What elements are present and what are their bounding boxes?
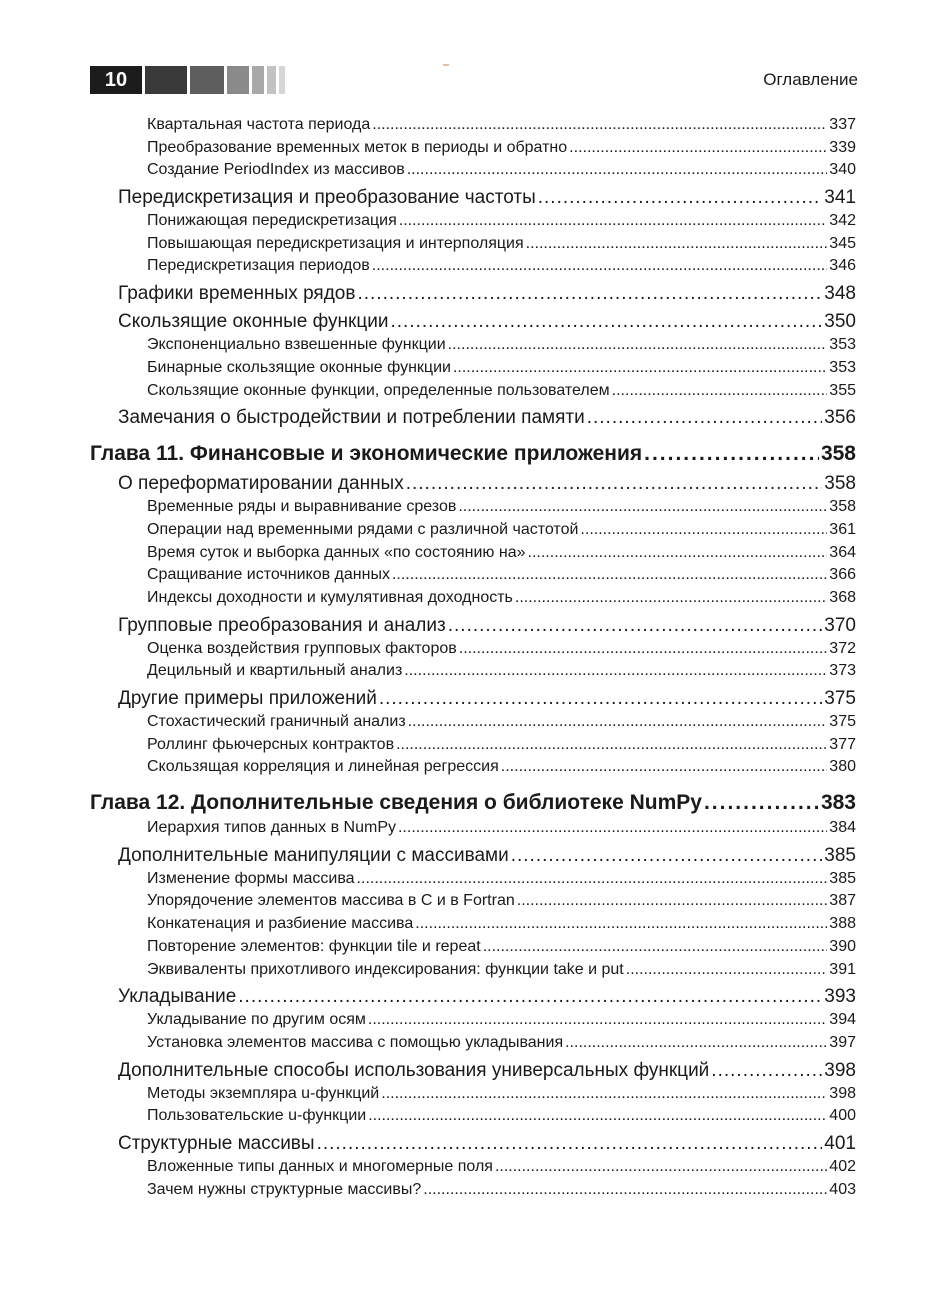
toc-entry-title: Графики временных рядов bbox=[118, 283, 356, 305]
toc-entry-page: 375 bbox=[824, 688, 856, 709]
toc-entry-title: Дополнительные манипуляции с массивами bbox=[118, 844, 509, 866]
toc-entry-title: Повышающая передискретизация и интерполяция bbox=[147, 234, 524, 252]
toc-entry-page: 391 bbox=[829, 960, 856, 978]
page-header bbox=[90, 66, 858, 94]
header-mark bbox=[443, 64, 449, 66]
toc-entry-page: 377 bbox=[829, 735, 856, 753]
toc-entry-page: 355 bbox=[829, 381, 856, 399]
toc-subsection-entry[interactable] bbox=[147, 756, 856, 779]
toc-entry-title: Методы экземпляра u-функций bbox=[147, 1084, 380, 1102]
toc-section-entry[interactable] bbox=[118, 1132, 856, 1156]
toc-entry-title: Квартальная частота периода bbox=[147, 116, 371, 133]
toc-dot-leader bbox=[406, 472, 823, 496]
toc-entry-title: Временные ряды и выравнивание срезов bbox=[147, 498, 457, 516]
toc-entry-page: 345 bbox=[829, 234, 856, 252]
toc-dot-leader bbox=[448, 334, 828, 357]
toc-dot-leader bbox=[448, 614, 823, 638]
toc-entry-title: Структурные массивы bbox=[118, 1132, 315, 1154]
toc-subsection-entry[interactable] bbox=[147, 564, 856, 587]
toc-subsection-entry[interactable] bbox=[147, 542, 856, 565]
toc-subsection-entry[interactable] bbox=[147, 890, 856, 913]
toc-section-entry[interactable] bbox=[118, 687, 856, 711]
toc-dot-leader bbox=[399, 210, 828, 233]
toc-entry-title: Децильный и квартильный анализ bbox=[147, 662, 403, 680]
toc-subsection-entry[interactable] bbox=[147, 1009, 856, 1032]
toc-dot-leader bbox=[565, 1032, 827, 1055]
toc-entry-page: 398 bbox=[829, 1084, 856, 1102]
toc-dot-leader bbox=[538, 186, 823, 210]
toc-dot-leader bbox=[408, 711, 828, 734]
toc-entry-page: 397 bbox=[829, 1033, 856, 1051]
toc-entry-title: Повторение элементов: функции tile и repeat bbox=[147, 937, 481, 955]
toc-entry-page: 366 bbox=[829, 566, 856, 584]
header-ornament-block bbox=[190, 66, 224, 94]
toc-subsection-entry[interactable] bbox=[147, 959, 856, 982]
toc-subsection-entry[interactable] bbox=[147, 817, 856, 840]
toc-entry-page: 358 bbox=[820, 442, 856, 466]
toc-dot-leader bbox=[495, 1156, 827, 1179]
toc-dot-leader bbox=[511, 844, 823, 868]
toc-entry-title: Глава 12. Дополнительные сведения о библиотеке NumPy bbox=[90, 791, 702, 815]
header-ornament-block bbox=[267, 66, 276, 94]
running-head-title: Оглавление bbox=[763, 70, 858, 89]
toc-dot-leader bbox=[415, 913, 827, 936]
toc-entry-page: 372 bbox=[829, 639, 856, 657]
toc-dot-leader bbox=[526, 233, 828, 256]
toc-entry-title: О переформатировании данных bbox=[118, 473, 404, 495]
toc-entry-page: 353 bbox=[829, 336, 856, 354]
toc-section-entry[interactable] bbox=[118, 844, 856, 868]
toc-entry-page: 402 bbox=[829, 1157, 856, 1175]
toc-dot-leader bbox=[587, 406, 823, 430]
header-ornament-block bbox=[227, 66, 249, 94]
toc-dot-leader bbox=[459, 638, 828, 661]
toc-entry-title: Сращивание источников данных bbox=[147, 566, 390, 584]
toc-dot-leader bbox=[357, 868, 828, 891]
toc-dot-leader bbox=[379, 687, 822, 711]
toc-section-entry[interactable] bbox=[118, 310, 856, 334]
toc-entry-title: Другие примеры приложений bbox=[118, 688, 377, 709]
toc-subsection-entry[interactable] bbox=[147, 334, 856, 357]
toc-entry-page: 342 bbox=[829, 212, 856, 230]
toc-entry-page: 356 bbox=[824, 407, 856, 429]
toc-subsection-entry[interactable] bbox=[147, 913, 856, 936]
toc-entry-page: 358 bbox=[829, 498, 856, 516]
toc-subsection-entry[interactable] bbox=[147, 1105, 856, 1128]
toc-section-entry[interactable] bbox=[118, 1059, 856, 1083]
toc-dot-leader bbox=[612, 380, 828, 403]
toc-dot-leader bbox=[317, 1132, 823, 1156]
toc-subsection-entry[interactable] bbox=[147, 587, 856, 610]
toc-entry-title: Стохастический граничный анализ bbox=[147, 713, 406, 730]
toc-entry-title: Дополнительные способы использования универсальных функций bbox=[118, 1059, 710, 1081]
toc-dot-leader bbox=[501, 756, 828, 779]
toc-subsection-entry[interactable] bbox=[147, 638, 856, 661]
page-number: 10 bbox=[90, 66, 142, 94]
toc-entry-title: Скользящая корреляция и линейная регрессия bbox=[147, 758, 499, 776]
toc-entry-title: Эквиваленты прихотливого индексирования: функции take и put bbox=[147, 960, 624, 978]
toc-dot-leader bbox=[528, 542, 828, 565]
toc-entry-title: Упорядочение элементов массива в C и в Fortran bbox=[147, 892, 515, 910]
toc-subsection-entry[interactable] bbox=[147, 711, 856, 734]
toc-entry-title: Передискретизация периодов bbox=[147, 257, 370, 275]
toc-dot-leader bbox=[368, 1105, 827, 1128]
toc-entry-title: Зачем нужны структурные массивы? bbox=[147, 1180, 422, 1198]
toc-section-entry[interactable] bbox=[118, 985, 856, 1009]
toc-entry-title: Экспоненциально взвешенные функции bbox=[147, 336, 446, 354]
toc-subsection-entry[interactable] bbox=[147, 734, 856, 757]
toc-entry-title: Преобразование временных меток в периоды и обратно bbox=[147, 138, 568, 156]
toc-entry-page: 350 bbox=[824, 311, 856, 333]
toc-dot-leader bbox=[398, 817, 827, 840]
toc-entry-title: Групповые преобразования и анализ bbox=[118, 614, 446, 636]
toc-entry-title: Пользовательские u-функции bbox=[147, 1107, 367, 1125]
toc-entry-page: 370 bbox=[824, 614, 856, 636]
toc-dot-leader bbox=[357, 282, 822, 306]
toc-subsection-entry[interactable] bbox=[147, 660, 856, 683]
toc-entry-title: Установка элементов массива с помощью укладывания bbox=[147, 1033, 564, 1051]
toc-dot-leader bbox=[644, 440, 819, 468]
toc-entry-title: Изменение формы массива bbox=[147, 869, 355, 887]
toc-entry-title: Глава 11. Финансовые и экономические приложения bbox=[90, 442, 643, 466]
toc-entry-page: 358 bbox=[824, 473, 856, 495]
toc-dot-leader bbox=[392, 564, 827, 587]
toc-entry-page: 383 bbox=[820, 791, 856, 815]
table-of-contents bbox=[90, 114, 856, 1201]
toc-entry-page: 340 bbox=[829, 161, 856, 179]
toc-dot-leader bbox=[372, 114, 827, 137]
toc-entry-page: 375 bbox=[829, 713, 856, 730]
toc-entry-page: 384 bbox=[829, 819, 856, 837]
toc-entry-title: Создание PeriodIndex из массивов bbox=[147, 161, 405, 179]
toc-dot-leader bbox=[453, 357, 827, 380]
toc-entry-title: Вложенные типы данных и многомерные поля bbox=[147, 1157, 493, 1175]
toc-section-entry[interactable] bbox=[118, 186, 856, 210]
toc-subsection-entry[interactable] bbox=[147, 1156, 856, 1179]
toc-chapter-entry[interactable] bbox=[90, 789, 856, 817]
toc-entry-title: Замечания о быстродействии и потреблении памяти bbox=[118, 407, 585, 429]
toc-subsection-entry[interactable] bbox=[147, 159, 856, 182]
toc-entry-page: 339 bbox=[829, 138, 856, 156]
toc-section-entry[interactable] bbox=[118, 282, 856, 306]
toc-dot-leader bbox=[238, 985, 822, 1009]
toc-dot-leader bbox=[423, 1179, 827, 1202]
toc-dot-leader bbox=[711, 1059, 822, 1083]
toc-subsection-entry[interactable] bbox=[147, 1032, 856, 1055]
toc-entry-page: 385 bbox=[824, 844, 856, 866]
toc-dot-leader bbox=[626, 959, 828, 982]
toc-dot-leader bbox=[580, 519, 827, 542]
toc-dot-leader bbox=[704, 789, 819, 817]
toc-entry-page: 348 bbox=[824, 283, 856, 305]
toc-dot-leader bbox=[404, 660, 827, 683]
toc-entry-title: Время суток и выборка данных «по состоянию на» bbox=[147, 543, 526, 561]
toc-entry-page: 337 bbox=[829, 116, 856, 133]
toc-dot-leader bbox=[396, 734, 827, 757]
toc-dot-leader bbox=[517, 890, 828, 913]
toc-subsection-entry[interactable] bbox=[147, 210, 856, 233]
toc-entry-title: Роллинг фьючерсных контрактов bbox=[147, 735, 395, 753]
toc-entry-title: Понижающая передискретизация bbox=[147, 212, 397, 230]
toc-subsection-entry[interactable] bbox=[147, 936, 856, 959]
toc-dot-leader bbox=[569, 137, 827, 160]
header-ornament-block bbox=[252, 66, 264, 94]
toc-dot-leader bbox=[381, 1083, 827, 1106]
toc-dot-leader bbox=[458, 496, 827, 519]
toc-entry-title: Скользящие оконные функции bbox=[118, 311, 389, 333]
header-ornament-block bbox=[279, 66, 285, 94]
toc-entry-title: Укладывание по другим осям bbox=[147, 1011, 366, 1029]
toc-subsection-entry[interactable] bbox=[147, 1179, 856, 1202]
toc-entry-page: 373 bbox=[829, 662, 856, 680]
header-ornament-block bbox=[145, 66, 187, 94]
toc-entry-page: 368 bbox=[829, 588, 856, 606]
toc-subsection-entry[interactable] bbox=[147, 496, 856, 519]
toc-subsection-entry[interactable] bbox=[147, 233, 856, 256]
toc-dot-leader bbox=[372, 255, 828, 278]
toc-entry-page: 390 bbox=[829, 937, 856, 955]
toc-entry-title: Скользящие оконные функции, определенные пользователем bbox=[147, 381, 610, 399]
toc-section-entry[interactable] bbox=[118, 406, 856, 430]
toc-entry-page: 341 bbox=[824, 187, 856, 209]
toc-entry-title: Операции над временными рядами с различной частотой bbox=[147, 520, 579, 538]
toc-dot-leader bbox=[368, 1009, 827, 1032]
toc-entry-page: 380 bbox=[829, 758, 856, 776]
toc-entry-title: Оценка воздействия групповых факторов bbox=[147, 639, 457, 657]
toc-entry-title: Иерархия типов данных в NumPy bbox=[147, 819, 396, 837]
toc-entry-page: 346 bbox=[829, 257, 856, 275]
toc-subsection-entry[interactable] bbox=[147, 114, 856, 137]
toc-entry-page: 388 bbox=[829, 915, 856, 933]
toc-entry-page: 398 bbox=[824, 1059, 856, 1081]
toc-dot-leader bbox=[390, 310, 822, 334]
toc-entry-page: 394 bbox=[829, 1011, 856, 1029]
toc-entry-page: 364 bbox=[829, 543, 856, 561]
toc-entry-title: Бинарные скользящие оконные функции bbox=[147, 358, 451, 376]
toc-entry-page: 400 bbox=[829, 1107, 856, 1125]
toc-entry-page: 403 bbox=[829, 1180, 856, 1198]
toc-subsection-entry[interactable] bbox=[147, 868, 856, 891]
toc-entry-title: Передискретизация и преобразование частоты bbox=[118, 187, 536, 209]
toc-entry-page: 401 bbox=[824, 1132, 856, 1154]
toc-entry-page: 385 bbox=[829, 869, 856, 887]
toc-entry-page: 387 bbox=[829, 892, 856, 910]
toc-entry-title: Укладывание bbox=[118, 986, 237, 1008]
toc-subsection-entry[interactable] bbox=[147, 255, 856, 278]
toc-dot-leader bbox=[407, 159, 828, 182]
toc-subsection-entry[interactable] bbox=[147, 380, 856, 403]
toc-entry-title: Индексы доходности и кумулятивная доходность bbox=[147, 588, 513, 606]
toc-subsection-entry[interactable] bbox=[147, 137, 856, 160]
toc-dot-leader bbox=[483, 936, 828, 959]
toc-subsection-entry[interactable] bbox=[147, 1083, 856, 1106]
toc-entry-page: 361 bbox=[829, 520, 856, 538]
toc-entry-page: 353 bbox=[829, 358, 856, 376]
toc-entry-page: 393 bbox=[824, 986, 856, 1008]
toc-dot-leader bbox=[515, 587, 827, 610]
toc-entry-title: Конкатенация и разбиение массива bbox=[147, 915, 414, 933]
toc-subsection-entry[interactable] bbox=[147, 357, 856, 380]
toc-section-entry[interactable] bbox=[118, 472, 856, 496]
toc-subsection-entry[interactable] bbox=[147, 519, 856, 542]
toc-chapter-entry[interactable] bbox=[90, 440, 856, 468]
toc-section-entry[interactable] bbox=[118, 614, 856, 638]
